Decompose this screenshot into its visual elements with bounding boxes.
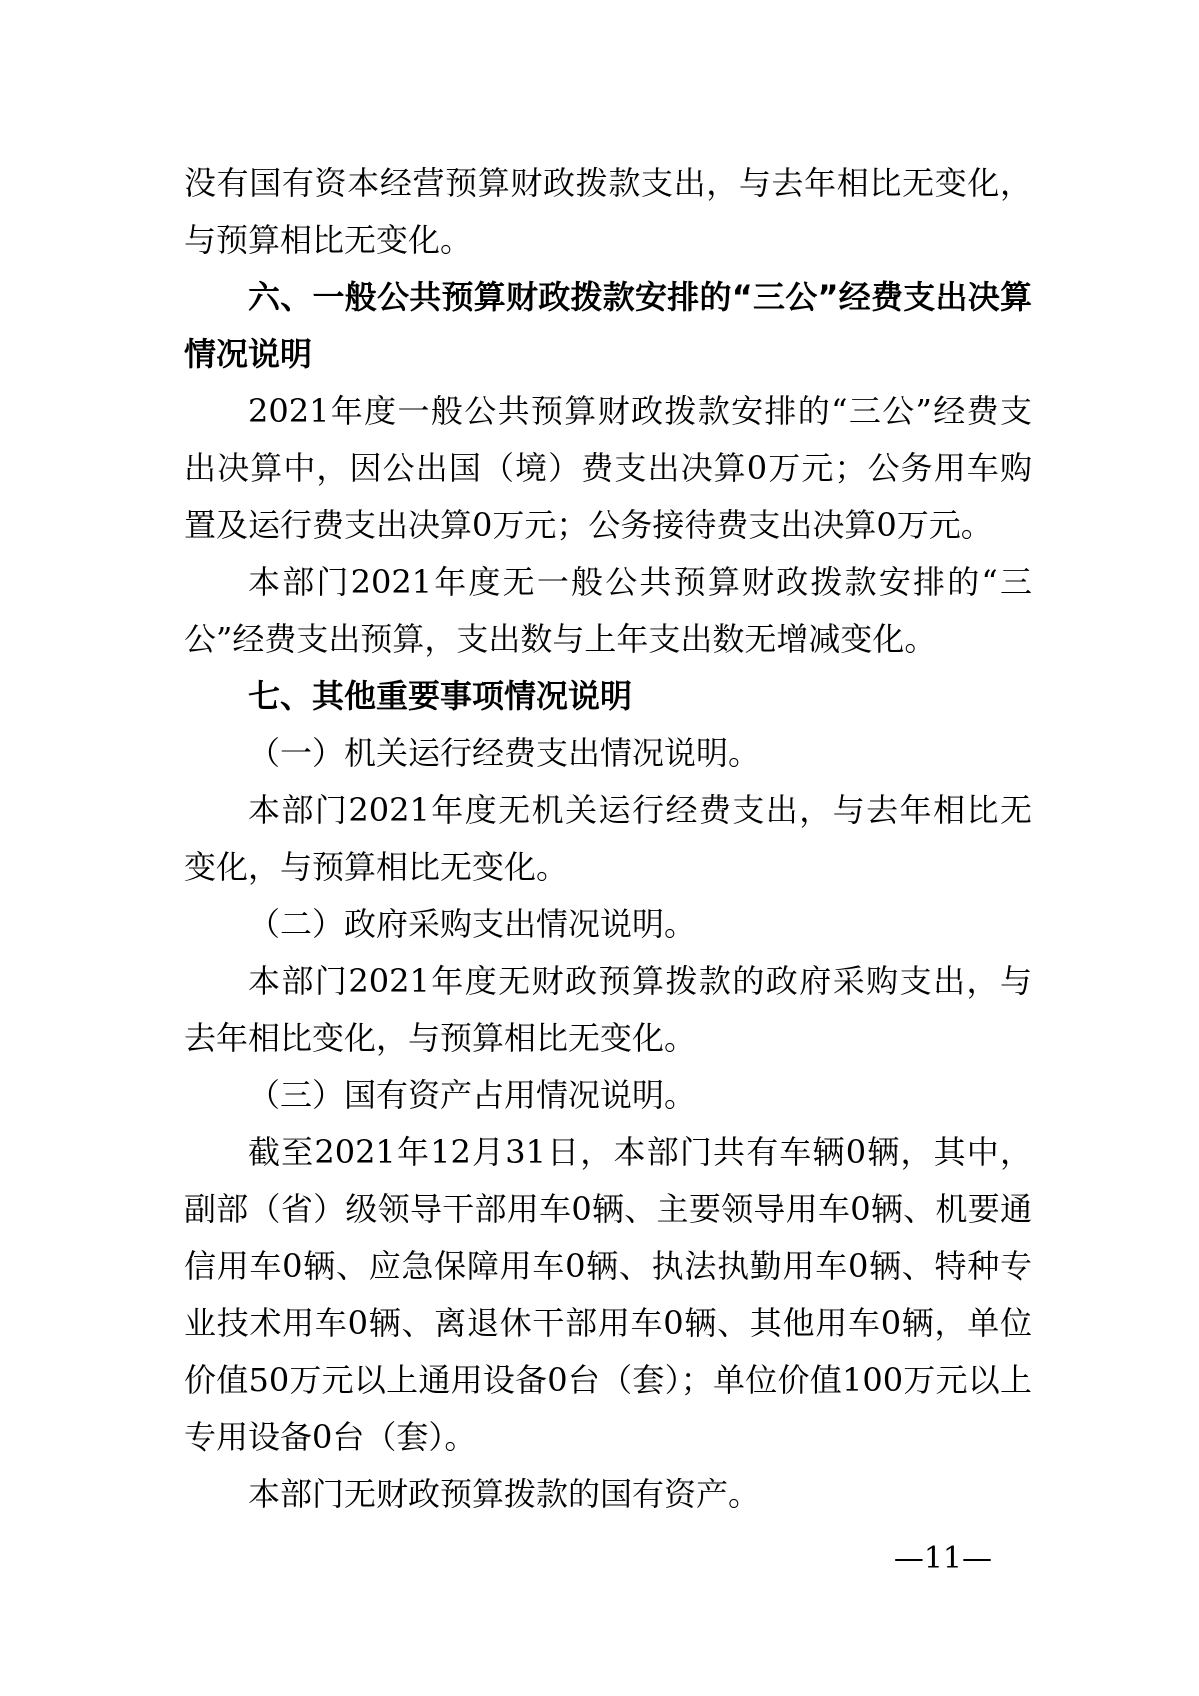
paragraph-item3-note-no-state-assets: 本部门无财政预算拨款的国有资产。 <box>248 1475 761 1513</box>
paragraph-item1-title-agency-operating-expense: （一）机关运行经费支出情况说明。 <box>248 734 761 772</box>
page-number: —11— <box>893 1541 992 1576</box>
paragraph-sangong-no-budget: 本部门2021年度无一般公共预算财政拨款安排的“三公”经费支出预算，支出数与上年支出数无增减变化。 <box>184 563 1032 658</box>
paragraph-item3-body-vehicles-equipment: 截至2021年12月31日，本部门共有车辆0辆，其中，副部（省）级领导干部用车0辆、主要领导用车0辆、机要通信用车0辆、应急保障用车0辆、执法执勤用车0辆、特种专业技术用车0辆、离退休干部用车0辆、其他用车0辆，单位价值50万元以上通用设备0台（套）；单位价值100万元以上专用设备0台（套）。 <box>184 1133 1032 1456</box>
section-heading-seven-other-matters: 七、其他重要事项情况说明 <box>248 677 633 715</box>
paragraph-item2-title-government-procurement: （二）政府采购支出情况说明。 <box>248 905 697 943</box>
paragraph-item2-body-government-procurement: 本部门2021年度无财政预算拨款的政府采购支出，与去年相比变化，与预算相比无变化。 <box>184 962 1032 1057</box>
paragraph-item1-body-agency-operating-expense: 本部门2021年度无机关运行经费支出，与去年相比无变化，与预算相比无变化。 <box>184 791 1032 886</box>
paragraph-state-capital-carryover: 没有国有资本经营预算财政拨款支出，与去年相比无变化，与预算相比无变化。 <box>184 164 1032 259</box>
paragraph-sangong-final-accounts: 2021年度一般公共预算财政拨款安排的“三公”经费支出决算中，因公出国（境）费支出决算0万元；公务用车购置及运行费支出决算0万元；公务接待费支出决算0万元。 <box>184 392 1032 544</box>
paragraph-item3-title-state-assets: （三）国有资产占用情况说明。 <box>248 1076 697 1114</box>
section-heading-six-sangong-expense: 六、一般公共预算财政拨款安排的“三公”经费支出决算情况说明 <box>184 278 1032 373</box>
document-body <box>184 155 1032 1523</box>
